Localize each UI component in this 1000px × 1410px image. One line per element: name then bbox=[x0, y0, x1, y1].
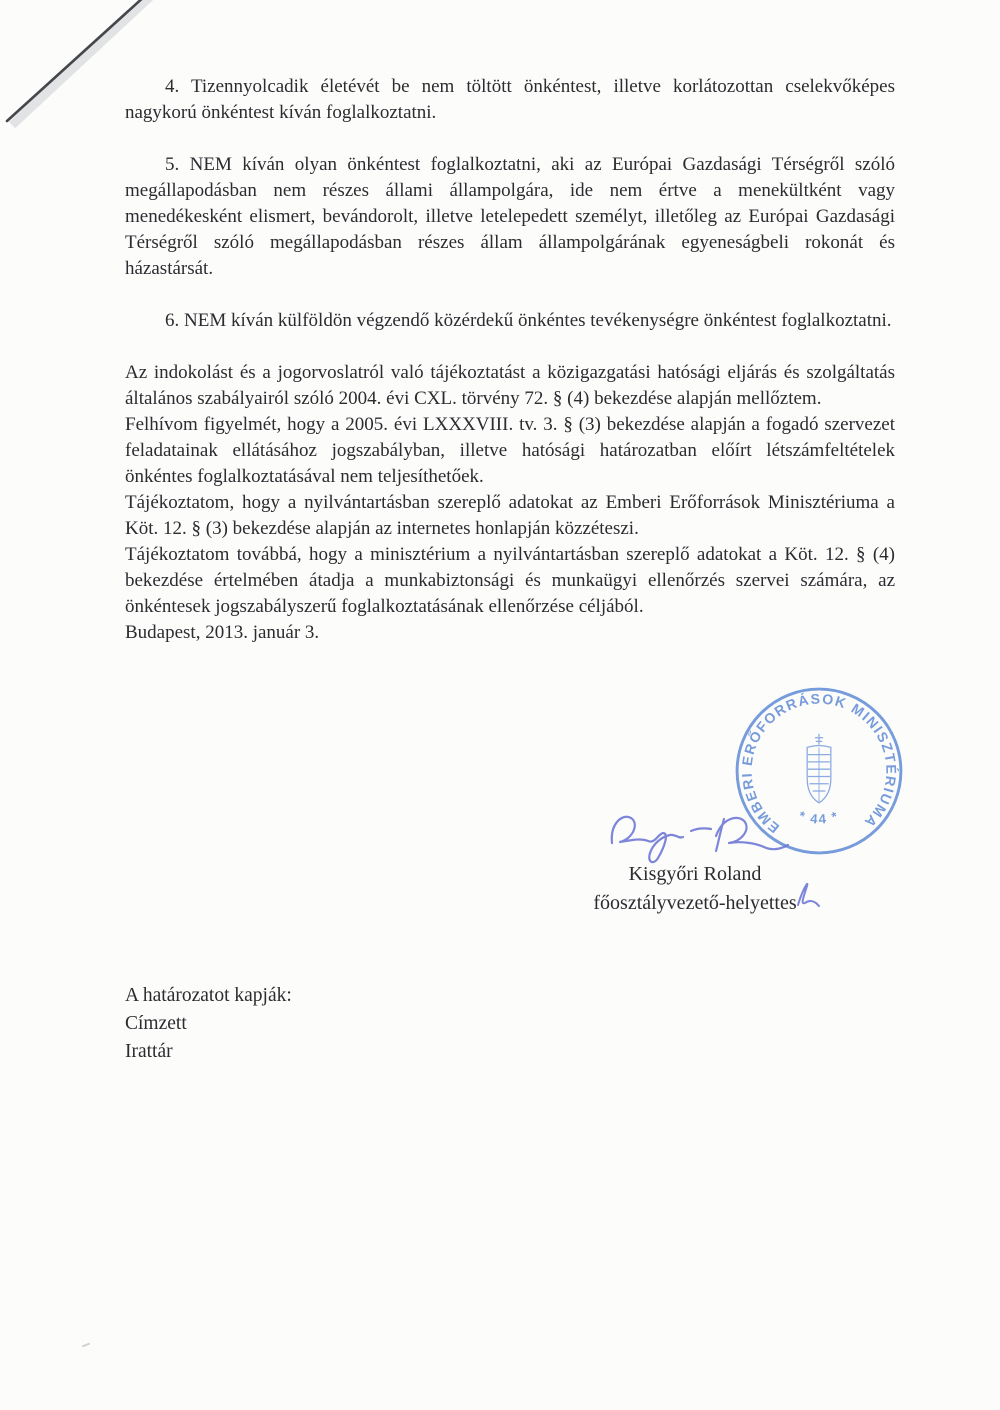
body-paragraph-5: 5. NEM kíván olyan önkéntest foglalkoztatni, aki az Európai Gazdasági Térségről szóló megállapodásban nem részes állami állampolgára, ide nem értve a menekültként vagy menedékesként elismert, bevándorolt, illetve letelepedett személyt, illetőleg az Európai Gazdasági Térségről szóló megállapodásban részes állam állampolgárának egyeneságbeli rokonát és házastársát. bbox=[125, 154, 895, 279]
coat-of-arms-icon bbox=[807, 734, 831, 803]
date-line: Budapest, 2013. január 3. bbox=[125, 622, 320, 643]
signature-handwriting bbox=[603, 808, 793, 866]
recipients-heading: A határozatot kapják: bbox=[125, 985, 292, 1006]
stamp-ring-text: EMBERI ERŐFORRÁSOK MINISZTÉRIUMA bbox=[738, 690, 900, 837]
body-paragraph-4: 4. Tizennyolcadik életévét be nem töltött önkéntest, illetve korlátozottan cselekvőképes nagykorú önkéntest kíván foglalkoztatni. bbox=[125, 76, 895, 123]
recipient-item: Irattár bbox=[125, 1041, 173, 1062]
recipient-item: Címzett bbox=[125, 1013, 187, 1034]
body-paragraph-6: 6. NEM kíván külföldön végzendő közérdekű önkéntes tevékenységre önkéntest foglalkoztatni. bbox=[165, 310, 892, 331]
handwritten-initial-mark bbox=[792, 876, 826, 912]
signatory-name: Kisgyőri Roland bbox=[628, 863, 762, 885]
letter-body bbox=[125, 74, 895, 646]
signatory-title: főosztályvezető-helyettes bbox=[593, 892, 797, 914]
recipients-section bbox=[125, 982, 292, 1066]
body-paragraph-justification: Az indokolást és a jogorvoslatról való tájékoztatást a közigazgatási hatósági eljárás és szolgáltatás általános szabályairól szóló 2004. évi CXL. törvény 72. § (4) bekezdése alapján mellőztem. bbox=[125, 362, 895, 409]
body-paragraph-notice-1: Felhívom figyelmét, hogy a 2005. évi LXXXVIII. tv. 3. § (3) bekezdése alapján a fogadó szervezet feladatainak ellátásához jogszabályban, illetve hatósági határozatban előírt létszámfeltételek önkéntes foglalkoztatásával nem teljesíthetőek. bbox=[125, 414, 895, 487]
body-paragraph-notice-2: Tájékoztatom, hogy a nyilvántartásban szereplő adatokat az Emberi Erőforrások Minisztériuma a Köt. 12. § (3) bekezdése alapján az internetes honlapján közzéteszi. bbox=[125, 492, 895, 539]
scan-speck bbox=[82, 1343, 90, 1348]
body-paragraph-notice-3: Tájékoztatom továbbá, hogy a minisztérium a nyilvántartásban szereplő adatokat a Köt. 12. § (4) bekezdése értelmében átadja a munkabiztonsági és munkaügyi ellenőrzés szervei számára, az önkéntesek jogszabályszerű foglalkoztatásának ellenőrzése céljából. bbox=[125, 544, 895, 617]
stamp-number-text: * 44 * bbox=[796, 807, 842, 827]
